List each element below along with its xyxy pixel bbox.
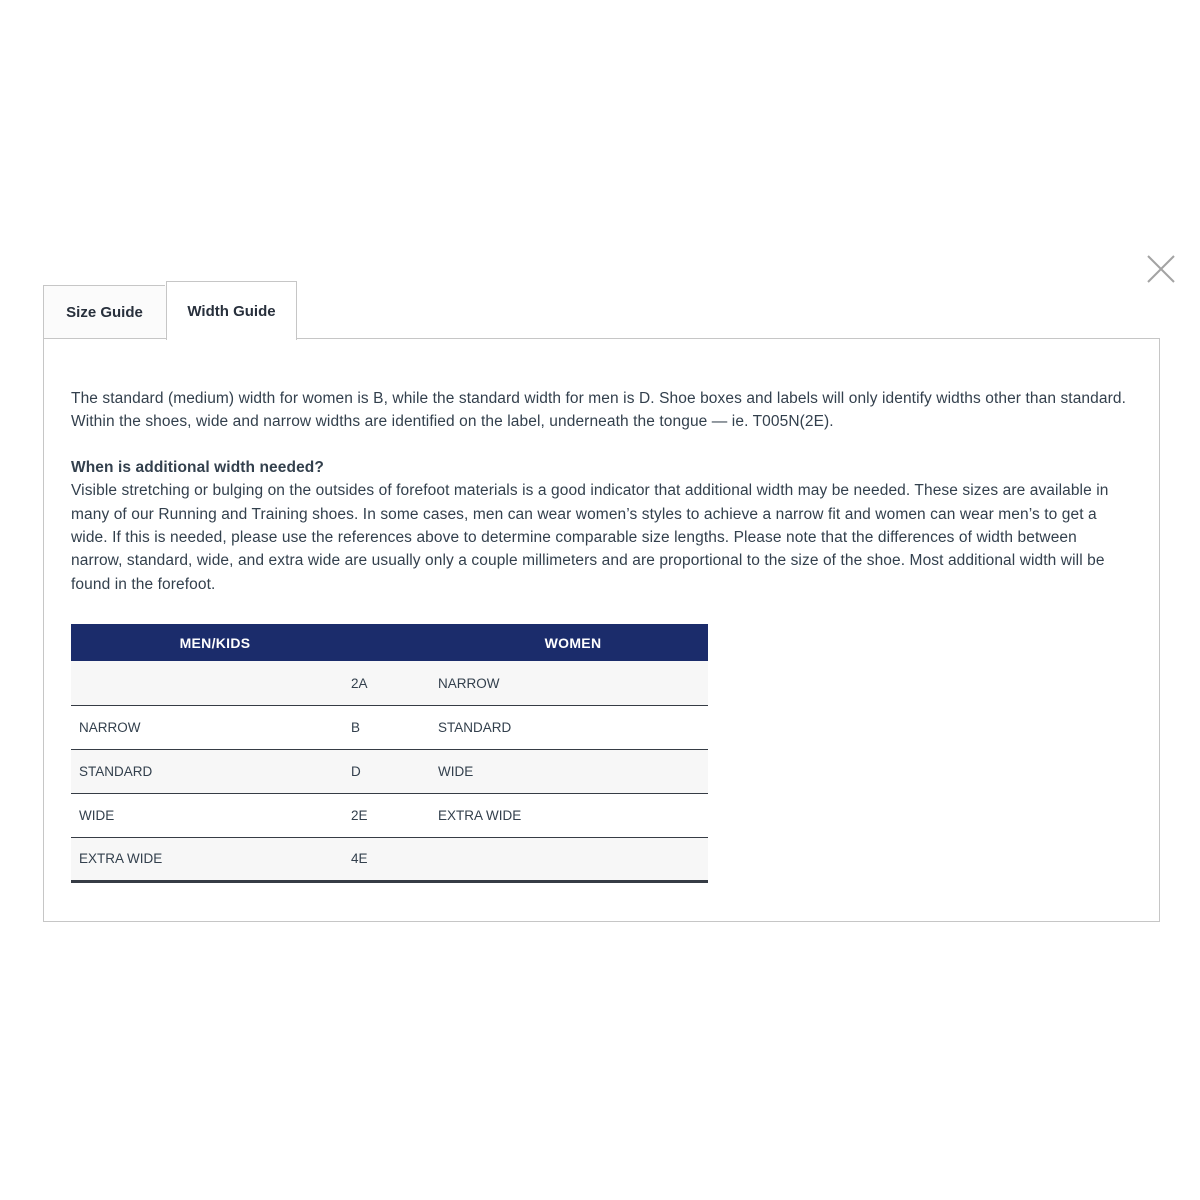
cell-women: NARROW bbox=[438, 675, 500, 691]
cell-size: 2E bbox=[351, 793, 438, 837]
close-icon[interactable] bbox=[1142, 250, 1180, 288]
tab-width-guide[interactable] bbox=[166, 281, 297, 340]
cell-men: WIDE bbox=[71, 793, 351, 837]
cell-men bbox=[71, 661, 351, 705]
cell-men: NARROW bbox=[71, 705, 351, 749]
width-guide-panel bbox=[43, 338, 1160, 922]
cell-size: 4E bbox=[351, 837, 438, 881]
tab-size-guide-label: Size Guide bbox=[66, 303, 143, 321]
width-table-header-row bbox=[71, 624, 708, 661]
cell-size: D bbox=[351, 749, 438, 793]
close-x-glyph bbox=[1144, 252, 1178, 286]
table-row bbox=[71, 793, 708, 837]
body-paragraph: Visible stretching or bulging on the outsides of forefoot materials is a good indicator that additional width may be needed. These sizes are available in many of our Running and Training shoes. In some cases, men can wear women’s styles to achieve a narrow fit and women can wear men’s to get a wide. If this is needed, please use the references above to determine comparable size lengths. Please note that the differences of width between narrow, standard, wide, and extra wide are usually only a couple millimeters and are proportional to the size of the shoe. Most additional width will be found in the forefoot. bbox=[71, 482, 1109, 593]
cell-women bbox=[438, 837, 708, 881]
header-women: WOMEN bbox=[438, 624, 708, 661]
cell-size: B bbox=[351, 705, 438, 749]
header-men-kids: MEN/KIDS bbox=[71, 624, 351, 661]
cell-men: EXTRA WIDE bbox=[71, 837, 351, 881]
header-spacer bbox=[351, 624, 438, 661]
table-row bbox=[71, 749, 708, 793]
cell-men: STANDARD bbox=[71, 749, 351, 793]
width-table bbox=[71, 624, 708, 883]
cell-women: WIDE bbox=[438, 749, 708, 793]
tab-size-guide[interactable] bbox=[43, 285, 165, 338]
tab-width-guide-label: Width Guide bbox=[187, 302, 276, 320]
table-row bbox=[71, 705, 708, 749]
cell-women: STANDARD bbox=[438, 705, 708, 749]
table-row bbox=[71, 837, 708, 881]
table-row bbox=[71, 661, 708, 705]
section-heading: When is additional width needed? bbox=[71, 458, 324, 476]
cell-women: EXTRA WIDE bbox=[438, 793, 708, 837]
cell-size: 2A bbox=[351, 675, 368, 691]
intro-paragraph: The standard (medium) width for women is B, while the standard width for men is D. Shoe boxes and labels will only identify widths other than standard. Within the shoes, wide and narrow widths are identified on the label, underneath the tongue — ie. T005N(2E). bbox=[71, 390, 1126, 431]
